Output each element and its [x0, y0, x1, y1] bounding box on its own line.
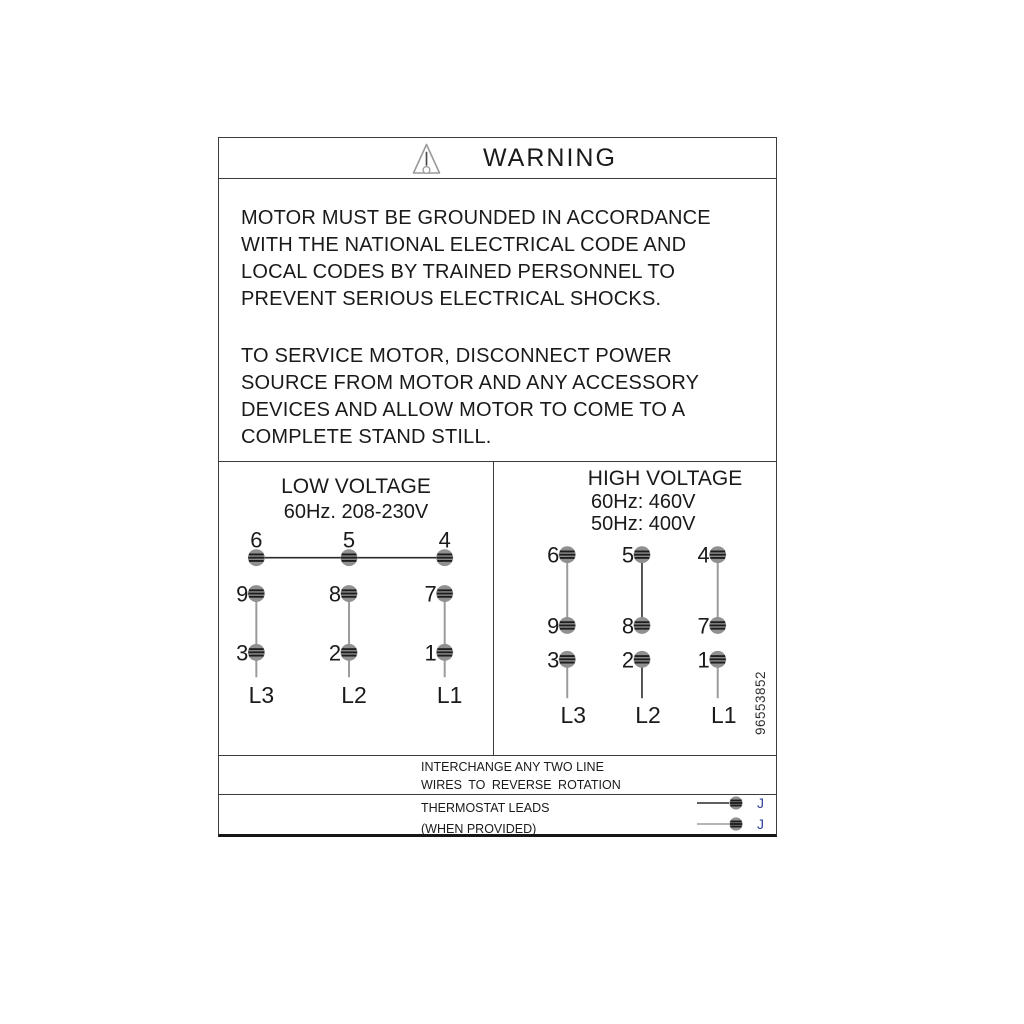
- warning-text-line: LOCAL CODES BY TRAINED PERSONNEL TO: [241, 261, 676, 283]
- line-label: L3: [248, 682, 275, 709]
- terminal-number: 3: [236, 640, 249, 666]
- terminal-screw-icon: [709, 651, 726, 668]
- terminal-number: 1: [697, 647, 710, 673]
- terminal-number: 4: [697, 542, 710, 568]
- terminal-screw-icon: [709, 617, 726, 634]
- high-voltage-subtitle-50hz: 50Hz: 400V: [591, 513, 696, 535]
- terminal-number: 8: [328, 581, 342, 607]
- thermostat-leads-diagram: [689, 795, 778, 838]
- low-voltage-panel: [219, 462, 493, 755]
- low-voltage-title: LOW VOLTAGE: [281, 475, 431, 498]
- high-voltage-subtitle-60hz: 60Hz: 460V: [591, 491, 696, 513]
- warning-title: WARNING: [483, 144, 617, 172]
- terminal-number: 2: [328, 640, 342, 666]
- line-label: L2: [341, 682, 367, 709]
- warning-triangle-icon: [411, 142, 442, 176]
- terminal-screw-icon: [729, 796, 742, 809]
- warning-text-line: DEVICES AND ALLOW MOTOR TO COME TO A: [241, 399, 686, 421]
- terminal-number: 9: [547, 613, 560, 639]
- line-label: L1: [710, 702, 737, 729]
- terminal-number: 5: [342, 527, 356, 553]
- terminal-number: 7: [697, 613, 710, 639]
- terminal-screw-icon: [634, 617, 651, 634]
- low-voltage-wiring-diagram: [219, 462, 493, 755]
- line-label: L3: [560, 702, 586, 729]
- warning-text-line: PREVENT SERIOUS ELECTRICAL SHOCKS.: [241, 288, 662, 310]
- line-label: L1: [436, 682, 463, 709]
- terminal-screw-icon: [709, 546, 726, 563]
- thermostat-note-line-1: THERMOSTAT LEADS: [421, 801, 550, 815]
- thermostat-note-line-2: (WHEN PROVIDED): [421, 822, 537, 836]
- thermostat-note: [219, 795, 776, 835]
- terminal-screw-icon: [436, 644, 453, 661]
- terminal-number: 8: [621, 613, 635, 639]
- low-voltage-subtitle: 60Hz. 208-230V: [283, 501, 429, 523]
- voltage-diagrams-section: [219, 462, 776, 756]
- warning-header: [219, 138, 776, 179]
- terminal-screw-icon: [559, 546, 576, 563]
- warning-text-line: SOURCE FROM MOTOR AND ANY ACCESSORY: [241, 372, 700, 394]
- warning-body: [219, 179, 776, 462]
- warning-text-line: TO SERVICE MOTOR, DISCONNECT POWER: [241, 345, 672, 367]
- line-label: L2: [635, 702, 661, 729]
- terminal-number: 6: [250, 527, 263, 553]
- part-number: 96553852: [753, 670, 768, 736]
- terminal-number: 3: [547, 647, 560, 673]
- terminal-screw-icon: [634, 546, 651, 563]
- warning-text-line: MOTOR MUST BE GROUNDED IN ACCORDANCE: [241, 207, 711, 229]
- warning-label: [218, 137, 777, 837]
- terminal-screw-icon: [436, 585, 453, 602]
- rotation-note: [219, 756, 776, 795]
- terminal-screw-icon: [559, 651, 576, 668]
- lead-label: J: [757, 795, 764, 811]
- terminal-number: 7: [424, 581, 437, 607]
- rotation-note-line-1: INTERCHANGE ANY TWO LINE: [421, 760, 604, 774]
- terminal-number: 9: [236, 581, 249, 607]
- warning-paragraph-2: [241, 343, 776, 451]
- high-voltage-wiring-diagram: [493, 462, 778, 755]
- terminal-screw-icon: [341, 644, 358, 661]
- terminal-screw-icon: [248, 585, 265, 602]
- warning-text-line: COMPLETE STAND STILL.: [241, 426, 492, 448]
- lead-label: J: [757, 816, 764, 832]
- high-voltage-title: HIGH VOLTAGE: [587, 467, 743, 490]
- terminal-number: 6: [547, 542, 560, 568]
- high-voltage-panel: [493, 462, 778, 755]
- terminal-screw-icon: [341, 585, 358, 602]
- terminal-screw-icon: [634, 651, 651, 668]
- warning-text-line: WITH THE NATIONAL ELECTRICAL CODE AND: [241, 234, 687, 256]
- warning-paragraph-1: [241, 205, 776, 313]
- terminal-screw-icon: [729, 817, 742, 830]
- terminal-screw-icon: [248, 644, 265, 661]
- terminal-number: 5: [621, 542, 635, 568]
- terminal-number: 1: [424, 640, 437, 666]
- terminal-screw-icon: [559, 617, 576, 634]
- terminal-number: 2: [621, 647, 635, 673]
- rotation-note-line-2: WIRES TO REVERSE ROTATION: [421, 778, 621, 792]
- terminal-number: 4: [438, 527, 451, 553]
